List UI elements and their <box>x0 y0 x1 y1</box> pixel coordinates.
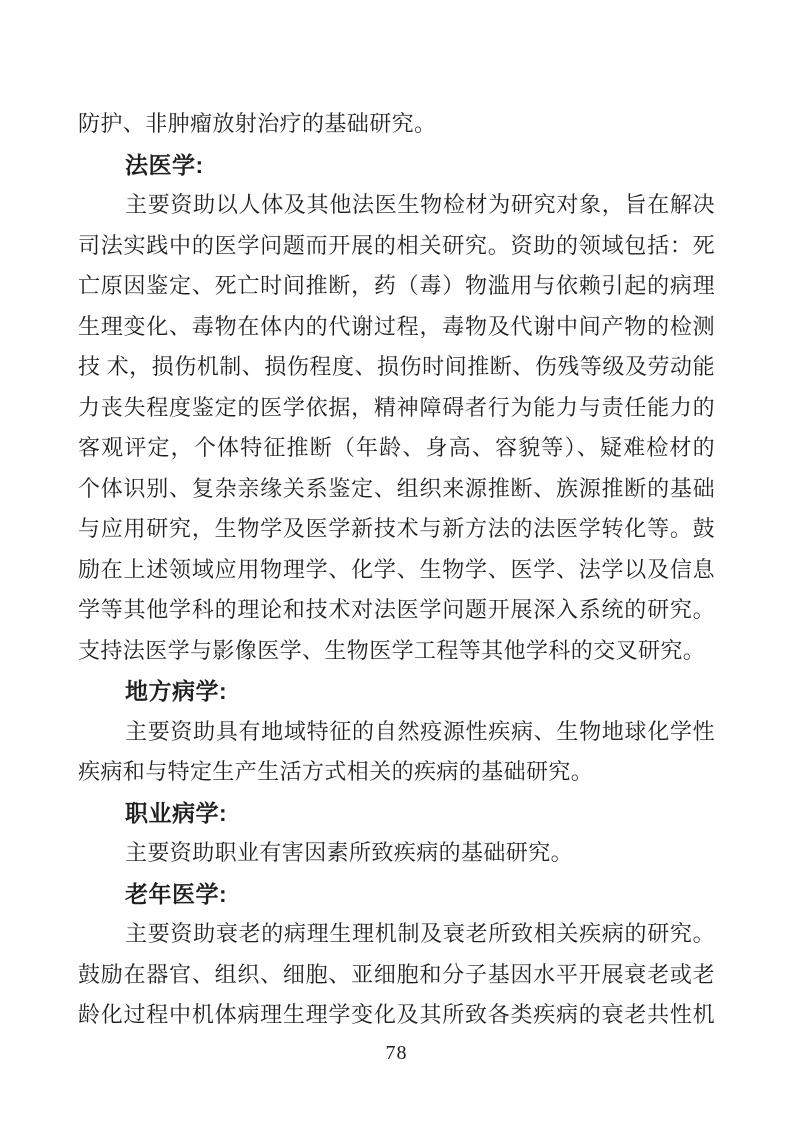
text-line: 龄化过程中机体病理生理学变化及其所致各类疾病的衰老共性机 <box>78 1002 715 1027</box>
page-number: 78 <box>385 1042 408 1064</box>
text-line: 主要资助以人体及其他法医生物检材为研究对象，旨在解决 <box>125 192 715 217</box>
text-line: 与应用研究，生物学及医学新技术与新方法的法医学转化等。鼓 <box>78 516 715 541</box>
text-line: 主要资助衰老的病理生理机制及衰老所致相关疾病的研究。 <box>125 921 715 946</box>
text-line: 鼓励在器官、组织、细胞、亚细胞和分子基因水平开展衰老或老 <box>78 961 715 987</box>
text-line: 励在上述领域应用物理学、化学、生物学、医学、法学以及信息 <box>78 556 715 582</box>
text-line: 主要资助具有地域特征的自然疫源性疾病、生物地球化学性 <box>125 718 715 744</box>
text-line: 支持法医学与影像医学、生物医学工程等其他学科的交叉研究。 <box>78 637 706 663</box>
text-line: 学等其他学科的理论和技术对法医学问题开展深入系统的研究。 <box>78 597 715 622</box>
text-line: 个体识别、复杂亲缘关系鉴定、组织来源推断、族源推断的基础 <box>78 475 715 501</box>
text-line: 力丧失程度鉴定的医学依据，精神障碍者行为能力与责任能力的 <box>78 394 715 420</box>
text-line: 技 术，损伤机制、损伤程度、损伤时间推断、伤残等级及劳动能 <box>78 354 715 379</box>
section-heading: 职业病学: <box>125 799 228 826</box>
text-line: 亡原因鉴定、死亡时间推断，药（毒）物滥用与依赖引起的病理 <box>78 273 715 298</box>
text-line: 主要资助职业有害因素所致疾病的基础研究。 <box>125 840 574 865</box>
section-heading: 老年医学: <box>125 880 228 907</box>
text-line: 生理变化、毒物在体内的代谢过程，毒物及代谢中间产物的检测 <box>78 313 715 339</box>
text-line: 客观评定，个体特征推断（年龄、身高、容貌等）、疑难检材的 <box>78 435 715 460</box>
text-line: 防护、非肿瘤放射治疗的基础研究。 <box>78 111 437 136</box>
section-heading: 法医学: <box>125 151 204 178</box>
text-line: 疾病和与特定生产生活方式相关的疾病的基础研究。 <box>78 759 594 784</box>
page-text-area <box>78 104 715 1036</box>
text-line: 司法实践中的医学问题而开展的相关研究。资助的领域包括：死 <box>78 232 715 258</box>
section-heading: 地方病学: <box>125 678 228 704</box>
